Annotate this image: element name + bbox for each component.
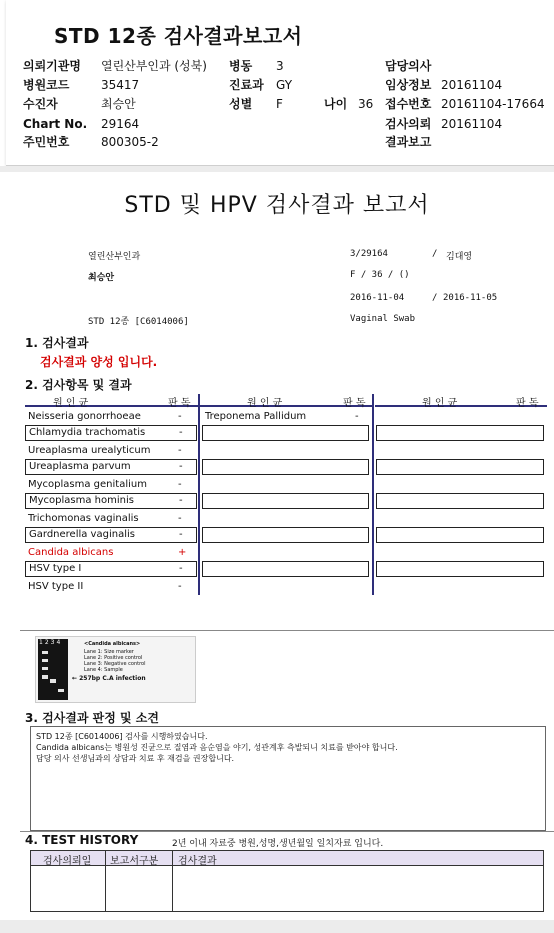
empty-result-cell [202, 561, 369, 577]
pathogen-name: HSV type I [29, 563, 82, 574]
history-column-divider [105, 851, 106, 911]
report-specimen: Vaginal Swab [350, 314, 416, 324]
table-row [25, 513, 197, 527]
label-clinical-info: 임상정보 [385, 78, 432, 92]
page-footer-bar [0, 920, 554, 933]
empty-result-cell [376, 425, 544, 441]
column-divider [372, 394, 374, 595]
table-row [25, 493, 197, 509]
table-row [25, 581, 197, 595]
label-receipt-no: 접수번호 [385, 97, 432, 111]
pathogen-result: - [179, 563, 183, 574]
col-header-pathogen: 원 인 균 [422, 398, 458, 409]
section-3-title: 3. 검사결과 판정 및 소견 [25, 711, 159, 725]
table-row [25, 479, 197, 493]
positive-result: 검사결과 양성 입니다. [40, 355, 158, 369]
section-divider [20, 630, 554, 631]
pathogen-result: - [179, 495, 183, 506]
value-resident-no: 800305-2 [101, 135, 159, 149]
report-slash-2: / [432, 293, 438, 303]
pathogen-result: - [178, 411, 182, 422]
label-institution: 의뢰기관명 [23, 59, 81, 73]
pathogen-result: - [179, 461, 183, 472]
table-row [25, 425, 197, 441]
label-result-report: 결과보고 [385, 135, 432, 149]
history-header-result: 검사결과 [178, 856, 217, 867]
pathogen-name: Gardnerella vaginalis [29, 529, 135, 540]
pathogen-result: - [355, 411, 359, 422]
gel-photo [38, 639, 68, 700]
history-header-request-date: 검사의뢰일 [43, 856, 92, 867]
col-header-pathogen: 원 인 균 [247, 398, 283, 409]
column-header-3 [375, 394, 547, 407]
gel-legend-item: Lane 4: Sample [84, 667, 123, 673]
table-row [25, 547, 197, 561]
table-row [25, 459, 197, 475]
gel-legend-item: Lane 2: Positive control [84, 655, 143, 661]
lane-number: 3 [50, 639, 57, 646]
section-2-title: 2. 검사항목 및 결과 [25, 378, 132, 392]
pathogen-result: - [179, 529, 183, 540]
pathogen-name: HSV type II [28, 581, 84, 592]
pathogen-name: Mycoplasma hominis [29, 495, 134, 506]
value-department: GY [276, 78, 293, 92]
gel-lanes [39, 640, 62, 646]
opinion-box [30, 726, 546, 831]
lane-number: 1 [39, 639, 45, 646]
opinion-line: Candida albicans는 병원성 진균으로 질염과 음순염을 야기, 성관계후 측발되니 치료를 받아야 합니다. [36, 743, 398, 752]
value-sex: F [276, 97, 283, 111]
history-header-report-type: 보고서구분 [110, 856, 159, 867]
col-header-judge: 판 독 [516, 398, 539, 409]
pathogen-result: - [178, 581, 182, 592]
header-info-right [385, 57, 554, 157]
report-sex-age: F / 36 / () [350, 270, 410, 280]
header-info-mid [229, 57, 379, 117]
gel-electrophoresis-image [35, 636, 196, 703]
empty-result-cell [202, 527, 369, 543]
pathogen-name: Neisseria gonorrhoeae [28, 411, 141, 422]
report-chart: 3/29164 [350, 249, 388, 259]
report-date-1: 2016-11-04 [350, 293, 405, 303]
empty-result-cell [376, 459, 544, 475]
empty-result-cell [202, 493, 369, 509]
label-hospital-code: 병원코드 [23, 78, 70, 92]
pathogen-result: - [178, 445, 182, 456]
pathogen-result: - [178, 479, 182, 490]
report-patient: 최승안 [88, 273, 115, 283]
label-resident-no: 주민번호 [23, 135, 70, 149]
empty-result-cell [376, 561, 544, 577]
section-divider [20, 831, 554, 832]
report-slash: / [432, 249, 438, 259]
col-header-judge: 판 독 [168, 398, 191, 409]
pathogen-name: Treponema Pallidum [205, 411, 307, 422]
label-doctor: 담당의사 [385, 59, 432, 73]
value-clinical-info: 20161104 [441, 78, 503, 92]
label-age: 나이 [324, 97, 348, 111]
report-date-2: 2016-11-05 [443, 293, 498, 303]
history-note: 2년 이내 자료중 병원,성명,생년월일 일치자료 입니다. [172, 839, 384, 849]
gel-title: <Candida albicans> [84, 641, 141, 647]
pathogen-name: Candida albicans [28, 547, 114, 558]
pathogen-name: Trichomonas vaginalis [28, 513, 139, 524]
value-chart-no: 29164 [101, 117, 140, 131]
empty-result-cell [202, 459, 369, 475]
page-separator [0, 166, 554, 172]
empty-result-cell [376, 493, 544, 509]
table-row [205, 411, 365, 425]
label-ward: 병동 [229, 59, 253, 73]
opinion-line: 담당 의사 선생님과의 상담과 치료 후 재검을 권장합니다. [36, 754, 235, 763]
value-hospital-code: 35417 [101, 78, 140, 92]
report-title: STD 및 HPV 검사결과 보고서 [124, 193, 430, 218]
value-patient: 최승안 [101, 97, 136, 111]
col-header-pathogen: 원 인 균 [53, 398, 89, 409]
pathogen-result: + [178, 547, 187, 558]
lane-number: 2 [44, 639, 51, 646]
table-row [25, 527, 197, 543]
empty-result-cell [376, 527, 544, 543]
value-institution: 열린산부인과 (성북) [101, 59, 207, 73]
label-department: 진료과 [229, 78, 264, 92]
section-1-title: 1. 검사결과 [25, 336, 89, 350]
pathogen-name: Mycoplasma genitalium [28, 479, 147, 490]
gel-band-label: ← 257bp C.A infection [72, 675, 146, 682]
empty-result-cell [202, 425, 369, 441]
pathogen-name: Chlamydia trachomatis [29, 427, 146, 438]
value-age: 36 [358, 97, 374, 111]
history-table [30, 850, 544, 912]
label-chart-no: Chart No. [23, 117, 88, 131]
header-title: STD 12종 검사결과보고서 [54, 24, 303, 48]
column-header-2 [200, 394, 373, 407]
pathogen-name: Ureaplasma urealyticum [28, 445, 151, 456]
gel-legend-item: Lane 1: Size marker [84, 649, 134, 655]
label-sex: 성별 [229, 97, 253, 111]
history-column-divider [172, 851, 173, 911]
column-divider [198, 394, 200, 595]
label-request-date: 검사의뢰 [385, 117, 432, 131]
section-4-title: 4. TEST HISTORY [25, 833, 139, 847]
value-receipt-no: 20161104-17664 [441, 97, 545, 111]
report-header [6, 0, 554, 166]
col-header-judge: 판 독 [343, 398, 366, 409]
history-header-row [31, 851, 543, 866]
gel-legend [84, 649, 146, 673]
report-doctor: 김대영 [446, 252, 473, 262]
header-info-left [23, 57, 223, 157]
column-header-1 [25, 394, 198, 407]
opinion-line: STD 12종 [C6014006] 검사를 시행하였습니다. [36, 732, 208, 741]
gel-legend-item: Lane 3: Negative control [84, 661, 146, 667]
table-row [25, 411, 197, 425]
report-test-code: STD 12종 [C6014006] [88, 317, 189, 327]
pathogen-name: Ureaplasma parvum [29, 461, 131, 472]
value-ward: 3 [276, 59, 284, 73]
lane-number: 4 [56, 639, 63, 646]
pathogen-result: - [179, 427, 183, 438]
table-row [25, 561, 197, 577]
pathogen-result: - [178, 513, 182, 524]
label-patient: 수진자 [23, 97, 58, 111]
table-row [25, 445, 197, 459]
value-request-date: 20161104 [441, 117, 503, 131]
report-hospital: 열린산부인과 [88, 252, 141, 262]
